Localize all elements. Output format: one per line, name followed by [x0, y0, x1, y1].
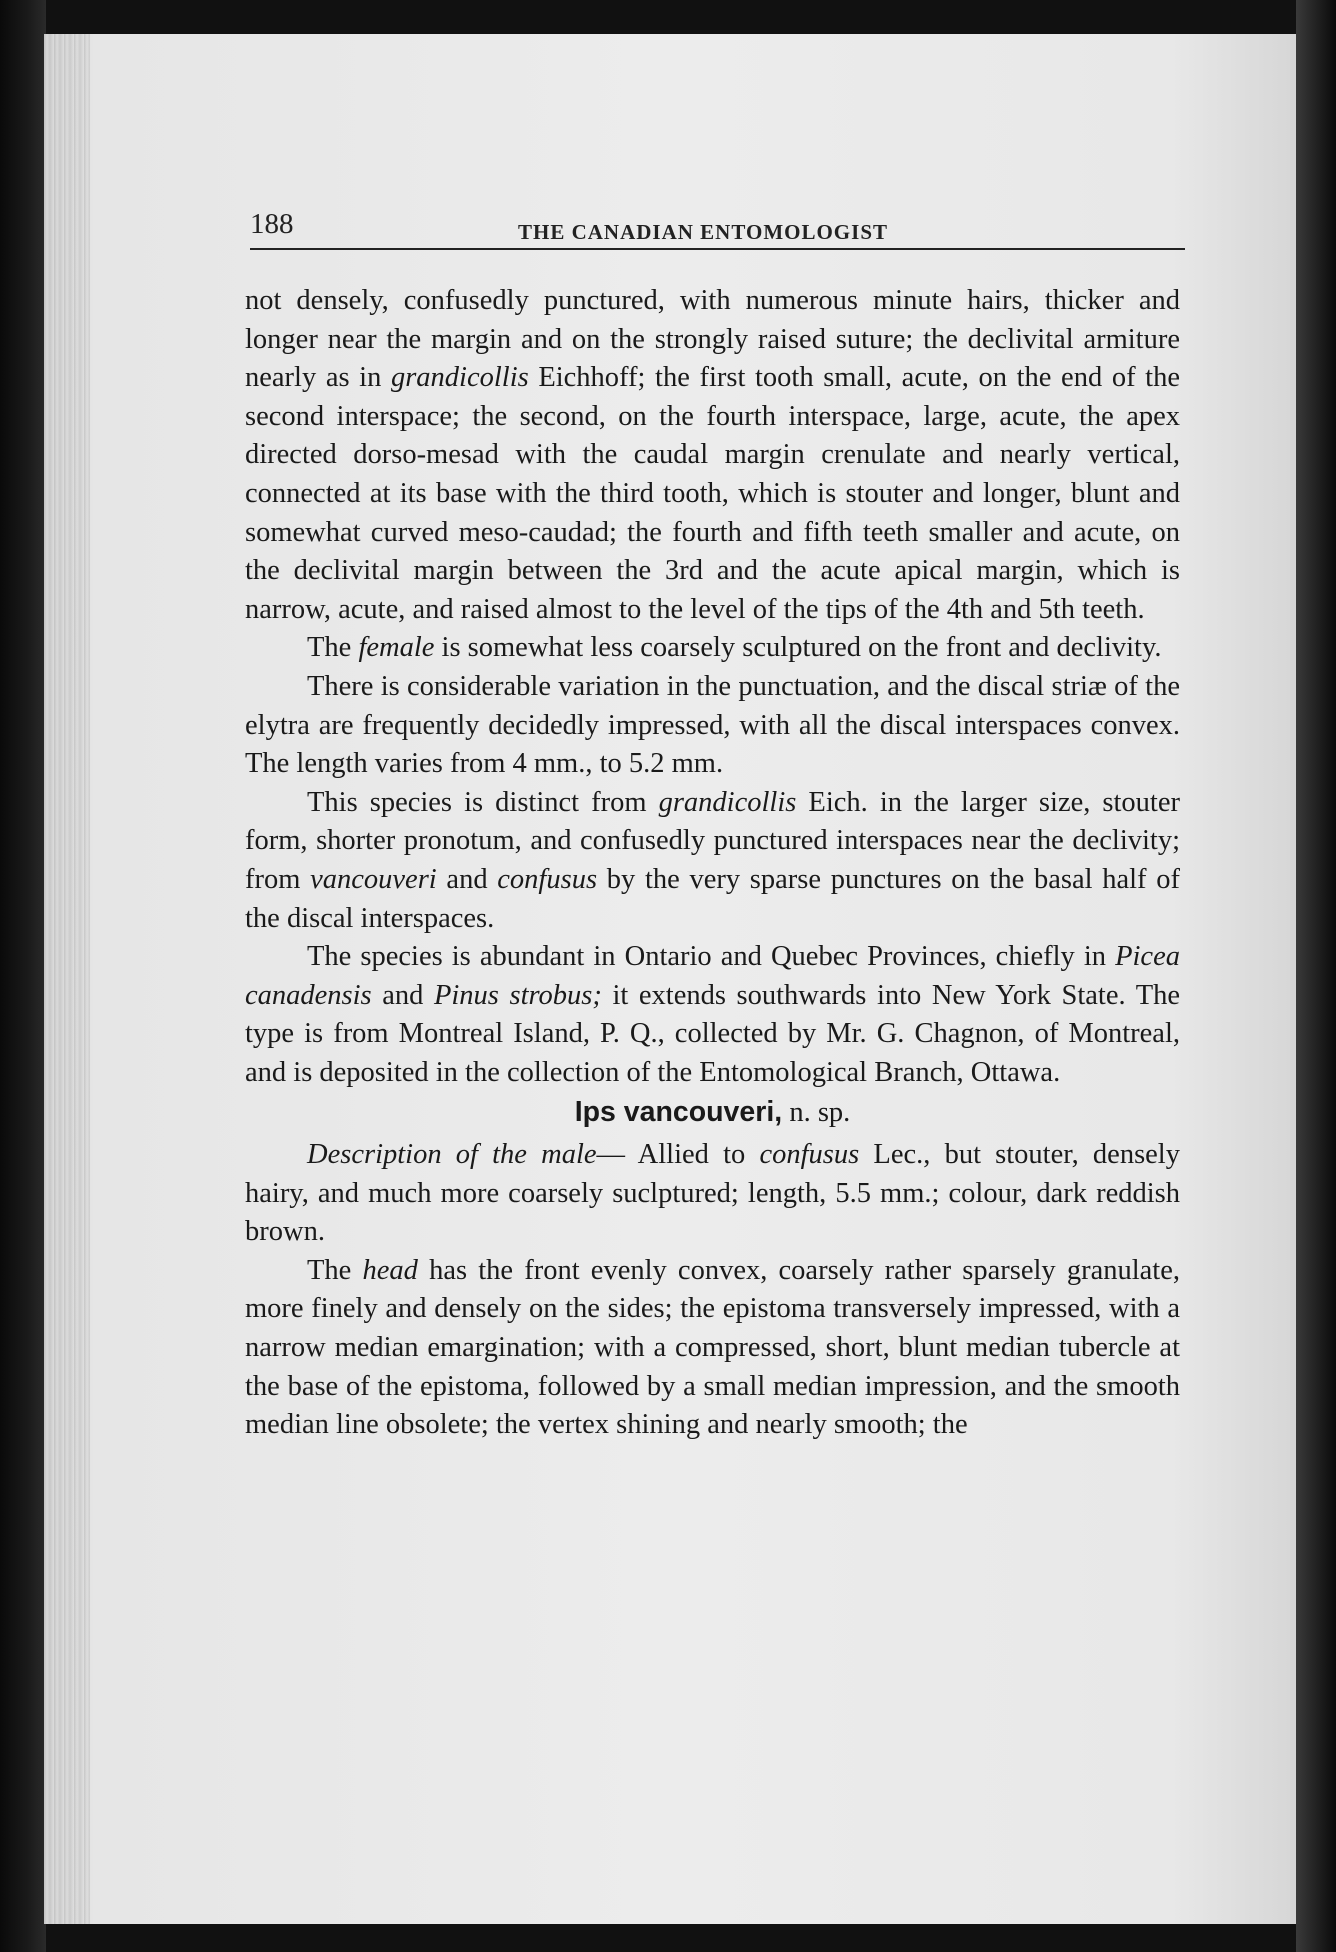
page-gutter: [44, 34, 90, 1924]
page-number: 188: [250, 208, 294, 240]
paragraph-head: The head has the front evenly convex, coarsely rather sparsely granulate, more finely and densely on the sides; the epistoma transversely impressed, with a narrow median emargination; with a compressed, short, blunt median tubercle at the base of the epistoma, followed by a small median impression, and the smooth median line obsolete; the vertex shining and nearly smooth; the: [245, 1254, 1180, 1441]
paragraph-description: Description of the male— Allied to confusus Lec., but stouter, densely hairy, and much more coarsely suclptured; length, 5.5 mm.; colour, dark reddish brown.: [245, 1139, 1180, 1248]
paragraph-variation: There is considerable variation in the punctuation, and the discal striæ of the elytra are frequently decidedly impressed, with all the discal interspaces convex. The length varies from 4 mm., to 5.2 mm.: [245, 670, 1180, 780]
species-heading: Ips vancouveri, n. sp.: [574, 1096, 851, 1129]
paragraph-continued: not densely, confusedly punctured, with numerous minute hairs, thicker and longer near the margin and on the strongly raised suture; the declivital armiture nearly as in grandicollis Eichhoff; the first tooth small, acute, on the end of the second interspace; the second, on the fourth interspace, large, acute, the apex directed dorso-mesad with the caudal margin crenulate and nearly vertical, connected at its base with the third tooth, which is stouter and longer, blunt and somewhat curved meso-caudad; the fourth and fifth teeth smaller and acute, on the declivital margin between the 3rd and the acute apical margin, which is narrow, acute, and raised almost to the level of the tips of the 4th and 5th teeth.: [245, 285, 1180, 625]
body-text: [245, 282, 1180, 1445]
paragraph-distribution: The species is abundant in Ontario and Quebec Provinces, chiefly in Picea canadensis and Pinus strobus; it extends southwards into New York State. The type is from Montreal Island, P. Q., collected by Mr. G. Chagnon, of Montreal, and is deposited in the collection of the Entomological Branch, Ottawa.: [245, 941, 1181, 1088]
page-header: [250, 208, 1185, 250]
paragraph-distinction: This species is distinct from grandicollis Eich. in the larger size, stouter form, shorter pronotum, and confusedly punctured interspaces near the declivity; from vancouveri and confusus by the very sparse punctures on the basal half of the discal interspaces.: [245, 786, 1180, 934]
film-margin-left: [0, 0, 46, 1952]
paragraph-female: The female is somewhat less coarsely sculptured on the front and declivity.: [307, 632, 1162, 664]
film-margin-right: [1296, 0, 1336, 1952]
running-title: THE CANADIAN ENTOMOLOGIST: [518, 220, 889, 244]
